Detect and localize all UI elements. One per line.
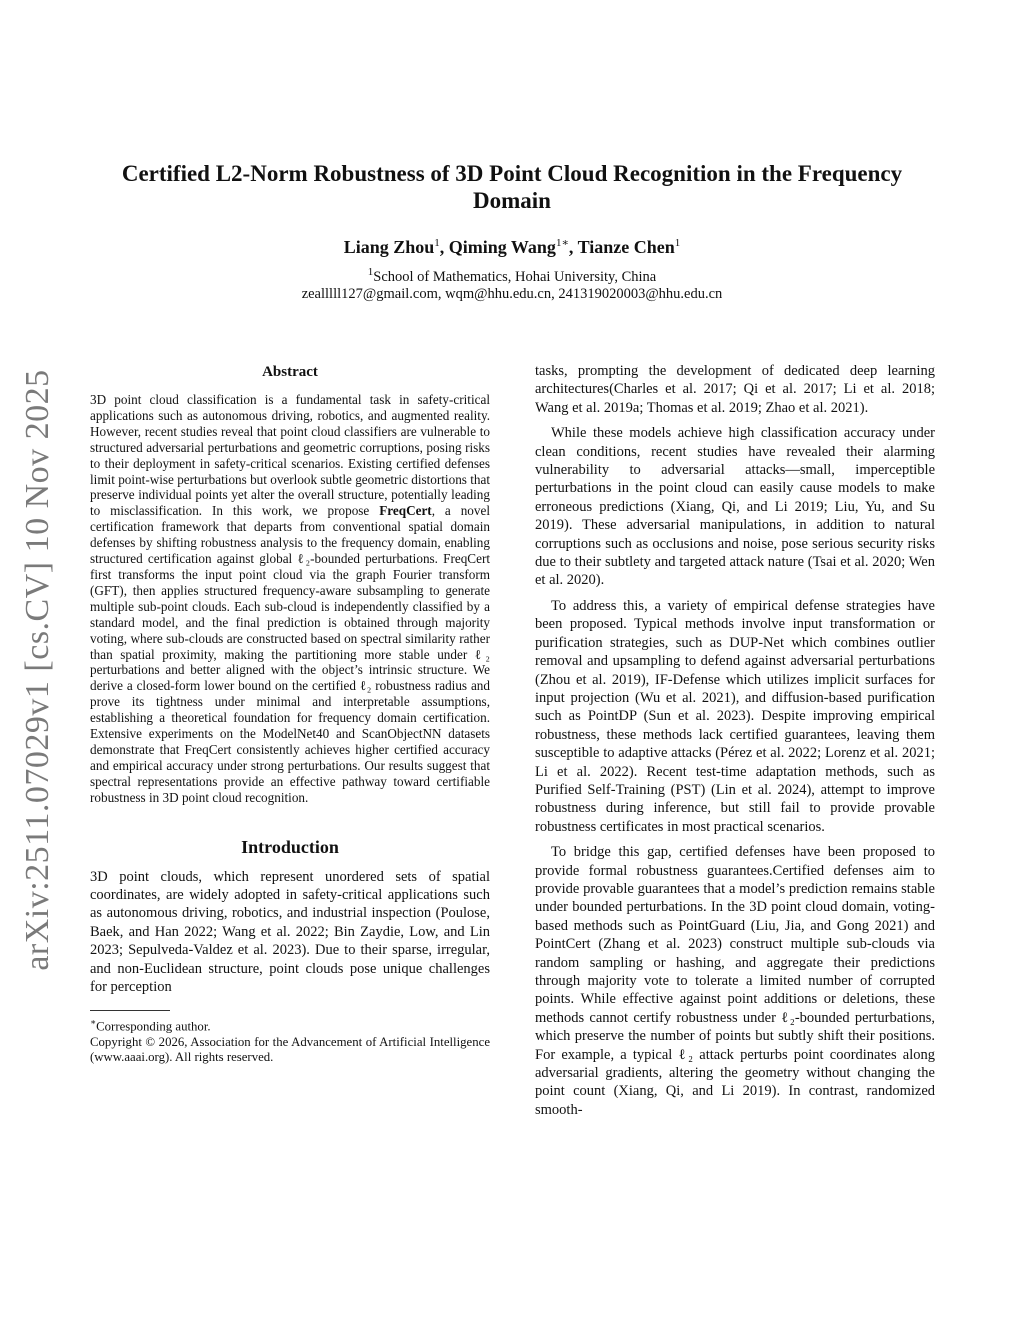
abstract-heading: Abstract (262, 364, 318, 380)
footnote-rule (90, 1010, 170, 1011)
left-column (90, 362, 490, 1065)
footnote-copyright: Copyright © 2026, Association for the Advancement of Artificial Intelligence (www.aaai.org). All rights reserved. (90, 1034, 490, 1065)
body-paragraph: tasks, prompting the development of dedicated deep learning architectures(Charles et al. 2017; Qi et al. 2017; Li et al. 2018; Wang et al. 2019a; Thomas et al. 2019; Zhao et al. 2021). (535, 363, 935, 416)
body-paragraph: To address this, a variety of empirical defense strategies have been proposed. Typical methods involve input transformation or purification strategies, such as DUP-Net which combines outlier removal and upsampling to defend against adversarial perturbations (Zhou et al. 2019), IF-Defense which utilizes implicit surfaces for input projection (Wu et al. 2021), and diffusion-based purification such as PointDP (Sun et al. 2023). Despite improving empirical robustness, these methods lack certified guarantees, leaving them susceptible to adaptive attacks (Pérez et al. 2022; Lorenz et al. 2021; Li et al. 2022). Recent test-time adaptation methods, such as Purified Self-Training (PST) (Lin et al. 2024), attempt to improve robustness during inference, but still fail to provide provable robustness certificates in most practical scenarios. (535, 597, 935, 835)
body-paragraph: While these models achieve high classification accuracy under clean conditions, recent studies have revealed their alarming vulnerability to adversarial attacks—small, imperceptible perturbations in the point cloud can easily cause models to make erroneous predictions (Xiang, Qi, and Li 2019; Liu, Yu, and Su 2019). These adversarial manipulations, in addition to natural corruptions such as occlusions and noise, pose serious security risks due to their subtlety and targeted attack nature (Tsai et al. 2020; Wen et al. 2020). (535, 425, 935, 589)
affiliation-text: School of Mathematics, Hohai University, China (373, 268, 657, 285)
author-name: Qiming Wang (448, 237, 556, 257)
author-separator: , (568, 237, 578, 257)
introduction-paragraph: 3D point clouds, which represent unordered sets of spatial coordinates, are widely adopted in safety-critical applications such as autonomous driving, robotics, and industrial inspection (Poulose, Baek, and Han 2022; Wang et al. 2022; Bin Zaydie, Low, and Lin 2023; Sepulveda-Valdez et al. 2023). Due to their sparse, irregular, and non-Euclidean structure, point clouds pose unique challenges for perception (90, 868, 490, 995)
author-list (100, 236, 924, 258)
method-name: FreqCert (379, 503, 432, 519)
author-separator: , (439, 237, 449, 257)
paper-title: Certified L2-Norm Robustness of 3D Point Cloud Recognition in the Frequency Domain (121, 161, 903, 213)
abstract-text-2: , a novel certification framework that departs from conventional spatial domain defenses by shifting robustness analysis to the frequency domain, enabling structured certification against global ℓ₂-bounded perturbations. FreqCert first transforms the input point cloud via the graph Fourier transform (GFT), then applies structured frequency-aware subsampling to generate multiple sub-point clouds. Each sub-cloud is independently classified by a standard model, and the final prediction is obtained through majority voting, where sub-clouds are constructed based on spectral similarity rather than spatial proximity, making the partitioning more stable under ℓ₂ perturbations and better aligned with the object’s intrinsic structure. We derive a closed-form lower bound on the certified ℓ₂ robustness radius and prove its tightness under minimal and interpretable assumptions, establishing a theoretical foundation for frequency domain certification. Extensive experiments on the ModelNet40 and ScanObjectNN datasets demonstrate that FreqCert consistently achieves higher certified accuracy and empirical accuracy under strong perturbations. Our results suggest that spectral representations provide an effective pathway toward certifiable robustness in 3D point cloud recognition. (90, 503, 490, 805)
footnote-corresponding (90, 1015, 490, 1034)
affiliation (100, 266, 924, 286)
author-mark: 1∗ (555, 237, 569, 249)
arxiv-sidebar-stamp (16, 360, 60, 980)
arxiv-id: arXiv:2511.07029v1 [cs.CV] 10 Nov 2025 (19, 369, 56, 971)
author-mark: 1 (434, 237, 440, 249)
footnote-corresponding-text: Corresponding author. (96, 1019, 211, 1034)
author-mark: 1 (674, 237, 681, 249)
introduction-heading: Introduction (241, 836, 339, 857)
author-name: Tianze Chen (577, 237, 675, 257)
footnote-mark: ∗ (90, 1017, 97, 1028)
abstract-body (90, 392, 490, 806)
affiliation-mark: 1 (367, 266, 374, 278)
author-name: Liang Zhou (343, 237, 435, 257)
author-emails: zealllll127@gmail.com, wqm@hhu.edu.cn, 241319020003@hhu.edu.cn (301, 286, 723, 302)
right-column (535, 362, 935, 1119)
body-paragraph: To bridge this gap, certified defenses have been proposed to provide formal robustness guarantees.Certified defenses aim to provide provable guarantees that a model’s prediction remains stable under bounded perturbations. In the 3D point cloud domain, voting-based methods such as PointGuard (Liu, Jia, and Gong 2021) and PointCert (Zhang et al. 2023) construct multiple sub-clouds via random sampling or hashing, and aggregate their predictions through majority vote to tolerate a limited number of corrupted points. While effective against point additions or deletions, these methods cannot certify robustness under ℓ₂-bounded perturbations, which preserve the number of points but subtly shift their positions. For example, a typical ℓ₂ attack perturbs point coordinates along adversarial gradients, altering the geometry without changing the point count (Xiang, Qi, and Li 2019). In contrast, randomized smooth- (535, 844, 935, 1118)
abstract-text-1: 3D point cloud classification is a fundamental task in safety-critical applications such as autonomous driving, robotics, and augmented reality. However, recent studies reveal that point cloud classifiers are vulnerable to structured adversarial perturbations and geometric corruptions, posing risks to their deployment in safety-critical scenarios. Existing certified defenses limit point-wise perturbations but overlook subtle geometric distortions that preserve individual points yet alter the overall structure, potentially leading to misclassification. In this work, we propose (90, 392, 490, 519)
